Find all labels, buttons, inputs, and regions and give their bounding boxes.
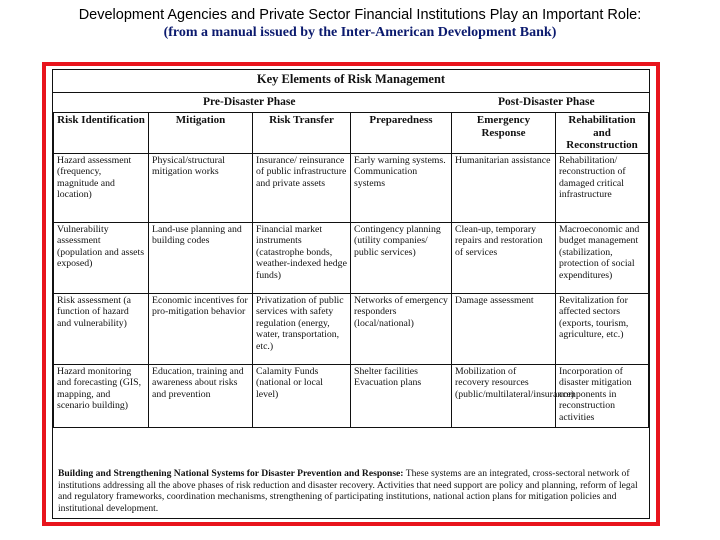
- table-cell: Rehabilitation/ reconstruction of damaged critical infrastructure: [556, 153, 649, 222]
- column-header: Emergency Response: [452, 113, 556, 154]
- table-cell: Contingency planning (utility companies/ public services): [351, 222, 452, 293]
- table-cell: Physical/structural mitigation works: [149, 153, 253, 222]
- table-cell: Humanitarian assistance: [452, 153, 556, 222]
- table-cell: Networks of emergency responders (local/national): [351, 293, 452, 364]
- table-cell: Financial market instruments (catastrophe bonds, weather-indexed hedge funds): [253, 222, 351, 293]
- table-cell: Mobilization of recovery resources (public/multilateral/insurance): [452, 364, 556, 427]
- column-header: Preparedness: [351, 113, 452, 154]
- table-cell: Damage assessment: [452, 293, 556, 364]
- column-header: Risk Transfer: [253, 113, 351, 154]
- table-row: [54, 222, 649, 293]
- column-header: Mitigation: [149, 113, 253, 154]
- table-cell: Incorporation of disaster mitigation components in reconstruction activities: [556, 364, 649, 427]
- table-row: [54, 364, 649, 427]
- table-cell: Land-use planning and building codes: [149, 222, 253, 293]
- table-header-row: [54, 113, 649, 154]
- table-cell: Economic incentives for pro-mitigation behavior: [149, 293, 253, 364]
- table-cell: Hazard assessment (frequency, magnitude and location): [54, 153, 149, 222]
- table-cell: Education, training and awareness about risks and prevention: [149, 364, 253, 427]
- table-row: [54, 153, 649, 222]
- table-cell: Clean-up, temporary repairs and restoration of services: [452, 222, 556, 293]
- table-cell: Shelter facilities Evacuation plans: [351, 364, 452, 427]
- table-footnote: [58, 468, 644, 515]
- phase-post-label: Post-Disaster Phase: [498, 96, 595, 108]
- table-frame: [42, 62, 660, 526]
- table-cell: Privatization of public services with safety regulation (energy, water, transportation, etc.): [253, 293, 351, 364]
- divider: [53, 92, 649, 93]
- table-cell: Insurance/ reinsurance of public infrastructure and private assets: [253, 153, 351, 222]
- footnote-heading: Building and Strengthening National Systems for Disaster Prevention and Response:: [58, 467, 404, 479]
- table-cell: Calamity Funds (national or local level): [253, 364, 351, 427]
- slide-title: Development Agencies and Private Sector Financial Institutions Play an Important Role:: [78, 7, 642, 23]
- risk-table-image: [52, 69, 650, 519]
- table-cell: Revitalization for affected sectors (exports, tourism, agriculture, etc.): [556, 293, 649, 364]
- phase-pre-label: Pre-Disaster Phase: [203, 96, 296, 108]
- column-header: Risk Identification: [54, 113, 149, 154]
- column-header: Rehabilitation and Reconstruction: [556, 113, 649, 154]
- table-cell: Vulnerability assessment (population and assets exposed): [54, 222, 149, 293]
- table-cell: Macroeconomic and budget management (stabilization, protection of social expenditures): [556, 222, 649, 293]
- table-row: [54, 293, 649, 364]
- table-cell: Hazard monitoring and forecasting (GIS, mapping, and scenario building): [54, 364, 149, 427]
- table-cell: Early warning systems. Communication systems: [351, 153, 452, 222]
- slide-subtitle: (from a manual issued by the Inter-American Development Bank): [163, 25, 557, 40]
- table-heading: Key Elements of Risk Management: [256, 72, 446, 86]
- footnote-text: These systems are an integrated, cross-sectoral network of institutions addressing all the above phases of risk reduction and disaster recovery. Activities that need support are policy and planning, reform of legal and regulatory frameworks, coordination mechanisms, strengthening of participating institutions, national action plans for mitigation policies and institutional development.: [58, 467, 638, 515]
- table-cell: Risk assessment (a function of hazard and vulnerability): [54, 293, 149, 364]
- risk-elements-table: [53, 112, 649, 428]
